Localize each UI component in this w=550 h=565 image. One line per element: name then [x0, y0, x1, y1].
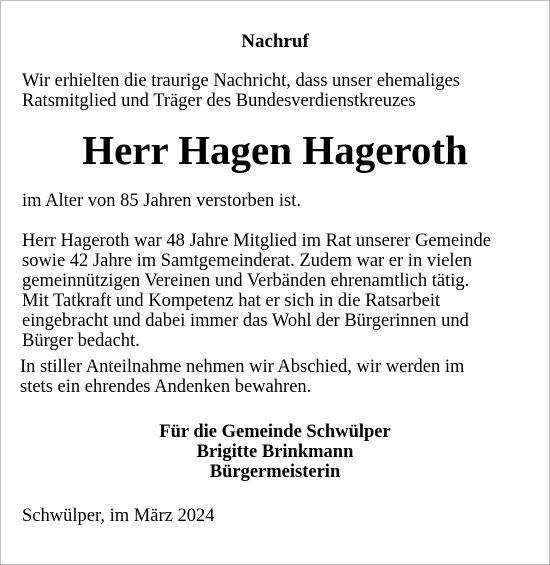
biography-line: sowie 42 Jahre im Samtgemeinderat. Zudem war er in vielen — [22, 251, 473, 271]
biography-line: Mit Tatkraft und Kompetenz hat er sich in die Ratsarbeit — [22, 291, 441, 311]
intro-line: Ratsmitglied und Träger des Bundesverdienstkreuzes — [22, 91, 416, 111]
intro-paragraph — [22, 71, 460, 111]
signature-line: Für die Gemeinde Schwülper — [159, 422, 391, 442]
intro-line: Wir erhielten die traurige Nachricht, dass unser ehemaliges — [22, 71, 460, 91]
condolence-line: stets ein ehrendes Andenken bewahren. — [20, 377, 312, 397]
condolence-paragraph — [20, 357, 464, 397]
biography-paragraph — [22, 231, 491, 351]
signature-line: Brigitte Brinkmann — [196, 442, 354, 462]
deceased-name: Herr Hagen Hageroth — [82, 127, 468, 173]
biography-line: Herr Hageroth war 48 Jahre Mitglied im Rat unserer Gemeinde — [22, 231, 492, 251]
place-date: Schwülper, im März 2024 — [22, 506, 215, 526]
signature-line: Bürgermeisterin — [209, 462, 341, 482]
biography-line: gemeinnützigen Vereinen und Verbänden ehrenamtlich tätig. — [22, 271, 470, 291]
notice-heading: Nachruf — [241, 31, 309, 52]
age-line: im Alter von 85 Jahren verstorben ist. — [22, 191, 301, 211]
biography-line: Bürger bedacht. — [22, 331, 140, 351]
condolence-line: In stiller Anteilnahme nehmen wir Abschied, wir werden im — [20, 357, 465, 377]
biography-line: eingebracht und dabei immer das Wohl der Bürgerinnen und — [22, 311, 469, 331]
signature-block — [1, 422, 549, 482]
